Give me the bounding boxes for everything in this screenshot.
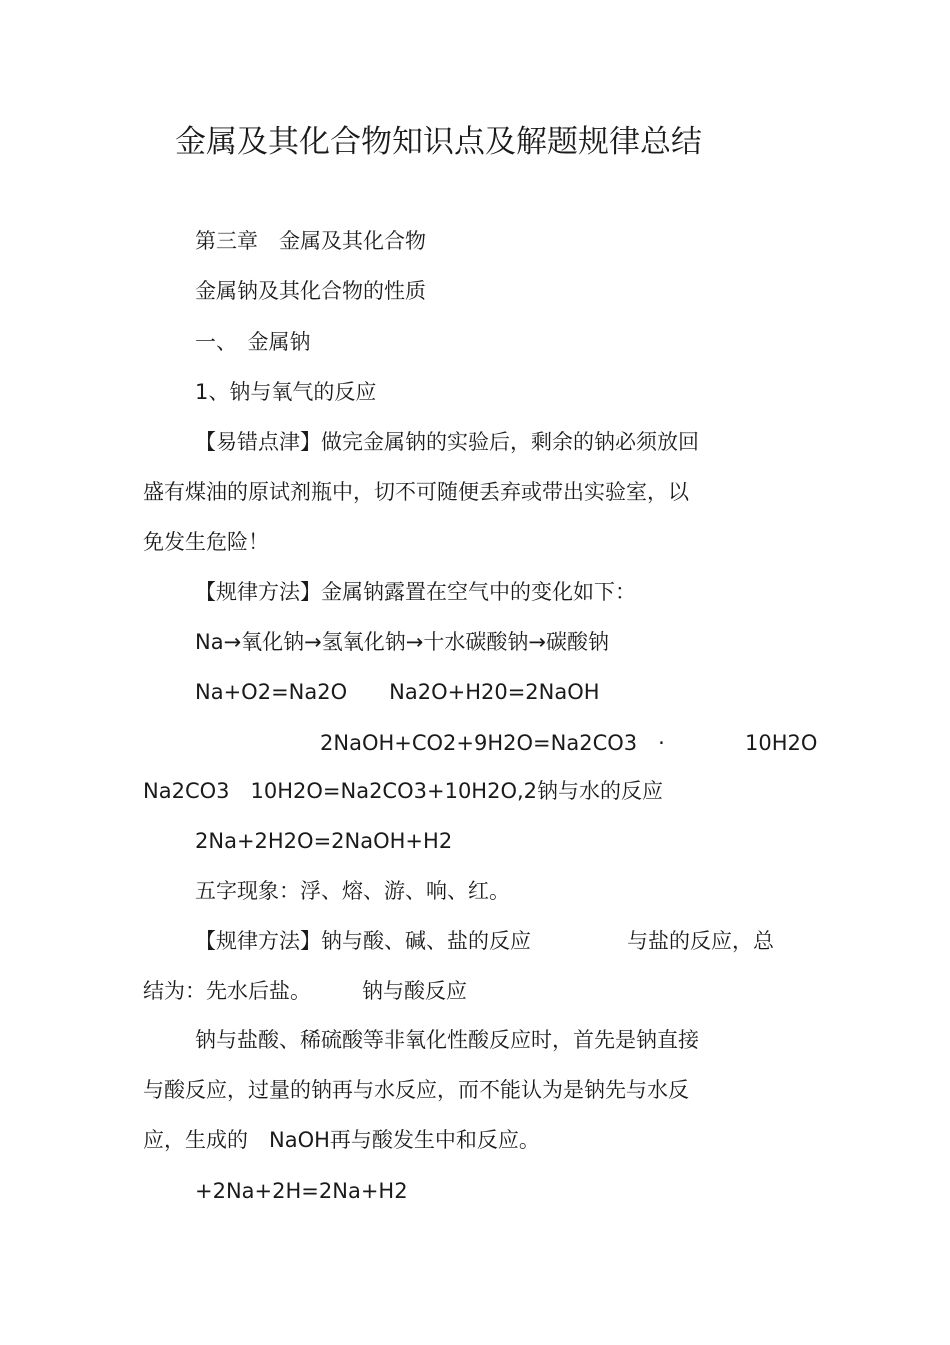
equation-fragment: 10H2O xyxy=(745,731,818,755)
equation-line: Na+O2=Na2O Na2O+H20=2NaOH xyxy=(195,680,600,704)
paragraph-line: 钠与盐酸、稀硫酸等非氧化性酸反应时，首先是钠直接 xyxy=(195,1028,699,1052)
paragraph-line: 应，生成的 NaOH再与酸发生中和反应。 xyxy=(143,1128,540,1152)
equation-line: Na2CO3 10H2O=Na2CO3+10H2O,2钠与水的反应 xyxy=(143,779,664,803)
item-heading: 1、钠与氧气的反应 xyxy=(195,380,377,404)
document-title: 金属及其化合物知识点及解题规律总结 xyxy=(175,124,702,160)
paragraph-line: 【规律方法】钠与酸、碱、盐的反应 xyxy=(195,929,531,953)
chapter-heading: 第三章 金属及其化合物 xyxy=(195,229,426,253)
paragraph-line: 免发生危险！ xyxy=(143,530,269,554)
paragraph-fragment: 钠与酸反应 xyxy=(362,979,467,1003)
paragraph-line: 与酸反应，过量的钠再与水反应，而不能认为是钠先与水反 xyxy=(143,1078,689,1102)
paragraph-line: 【易错点津】做完金属钠的实验后，剩余的钠必须放回 xyxy=(195,430,699,454)
equation-line: 2Na+2H2O=2NaOH+H2 xyxy=(195,829,453,853)
reaction-chain: Na→氧化钠→氢氧化钠→十水碳酸钠→碳酸钠 xyxy=(195,630,609,654)
equation-line: +2Na+2H=2Na+H2 xyxy=(195,1179,408,1203)
subsection-heading: 一、 金属钠 xyxy=(195,330,311,354)
section-heading: 金属钠及其化合物的性质 xyxy=(195,279,426,303)
paragraph-fragment: 与盐的反应，总 xyxy=(627,929,774,953)
equation-line: 2NaOH+CO2+9H2O=Na2CO3 · xyxy=(320,731,665,755)
paragraph-line: 盛有煤油的原试剂瓶中，切不可随便丢弃或带出实验室，以 xyxy=(143,480,689,504)
paragraph-line: 五字现象：浮、熔、游、响、红。 xyxy=(195,879,510,903)
paragraph-line: 【规律方法】金属钠露置在空气中的变化如下： xyxy=(195,580,636,604)
paragraph-line: 结为：先水后盐。 xyxy=(143,979,311,1003)
